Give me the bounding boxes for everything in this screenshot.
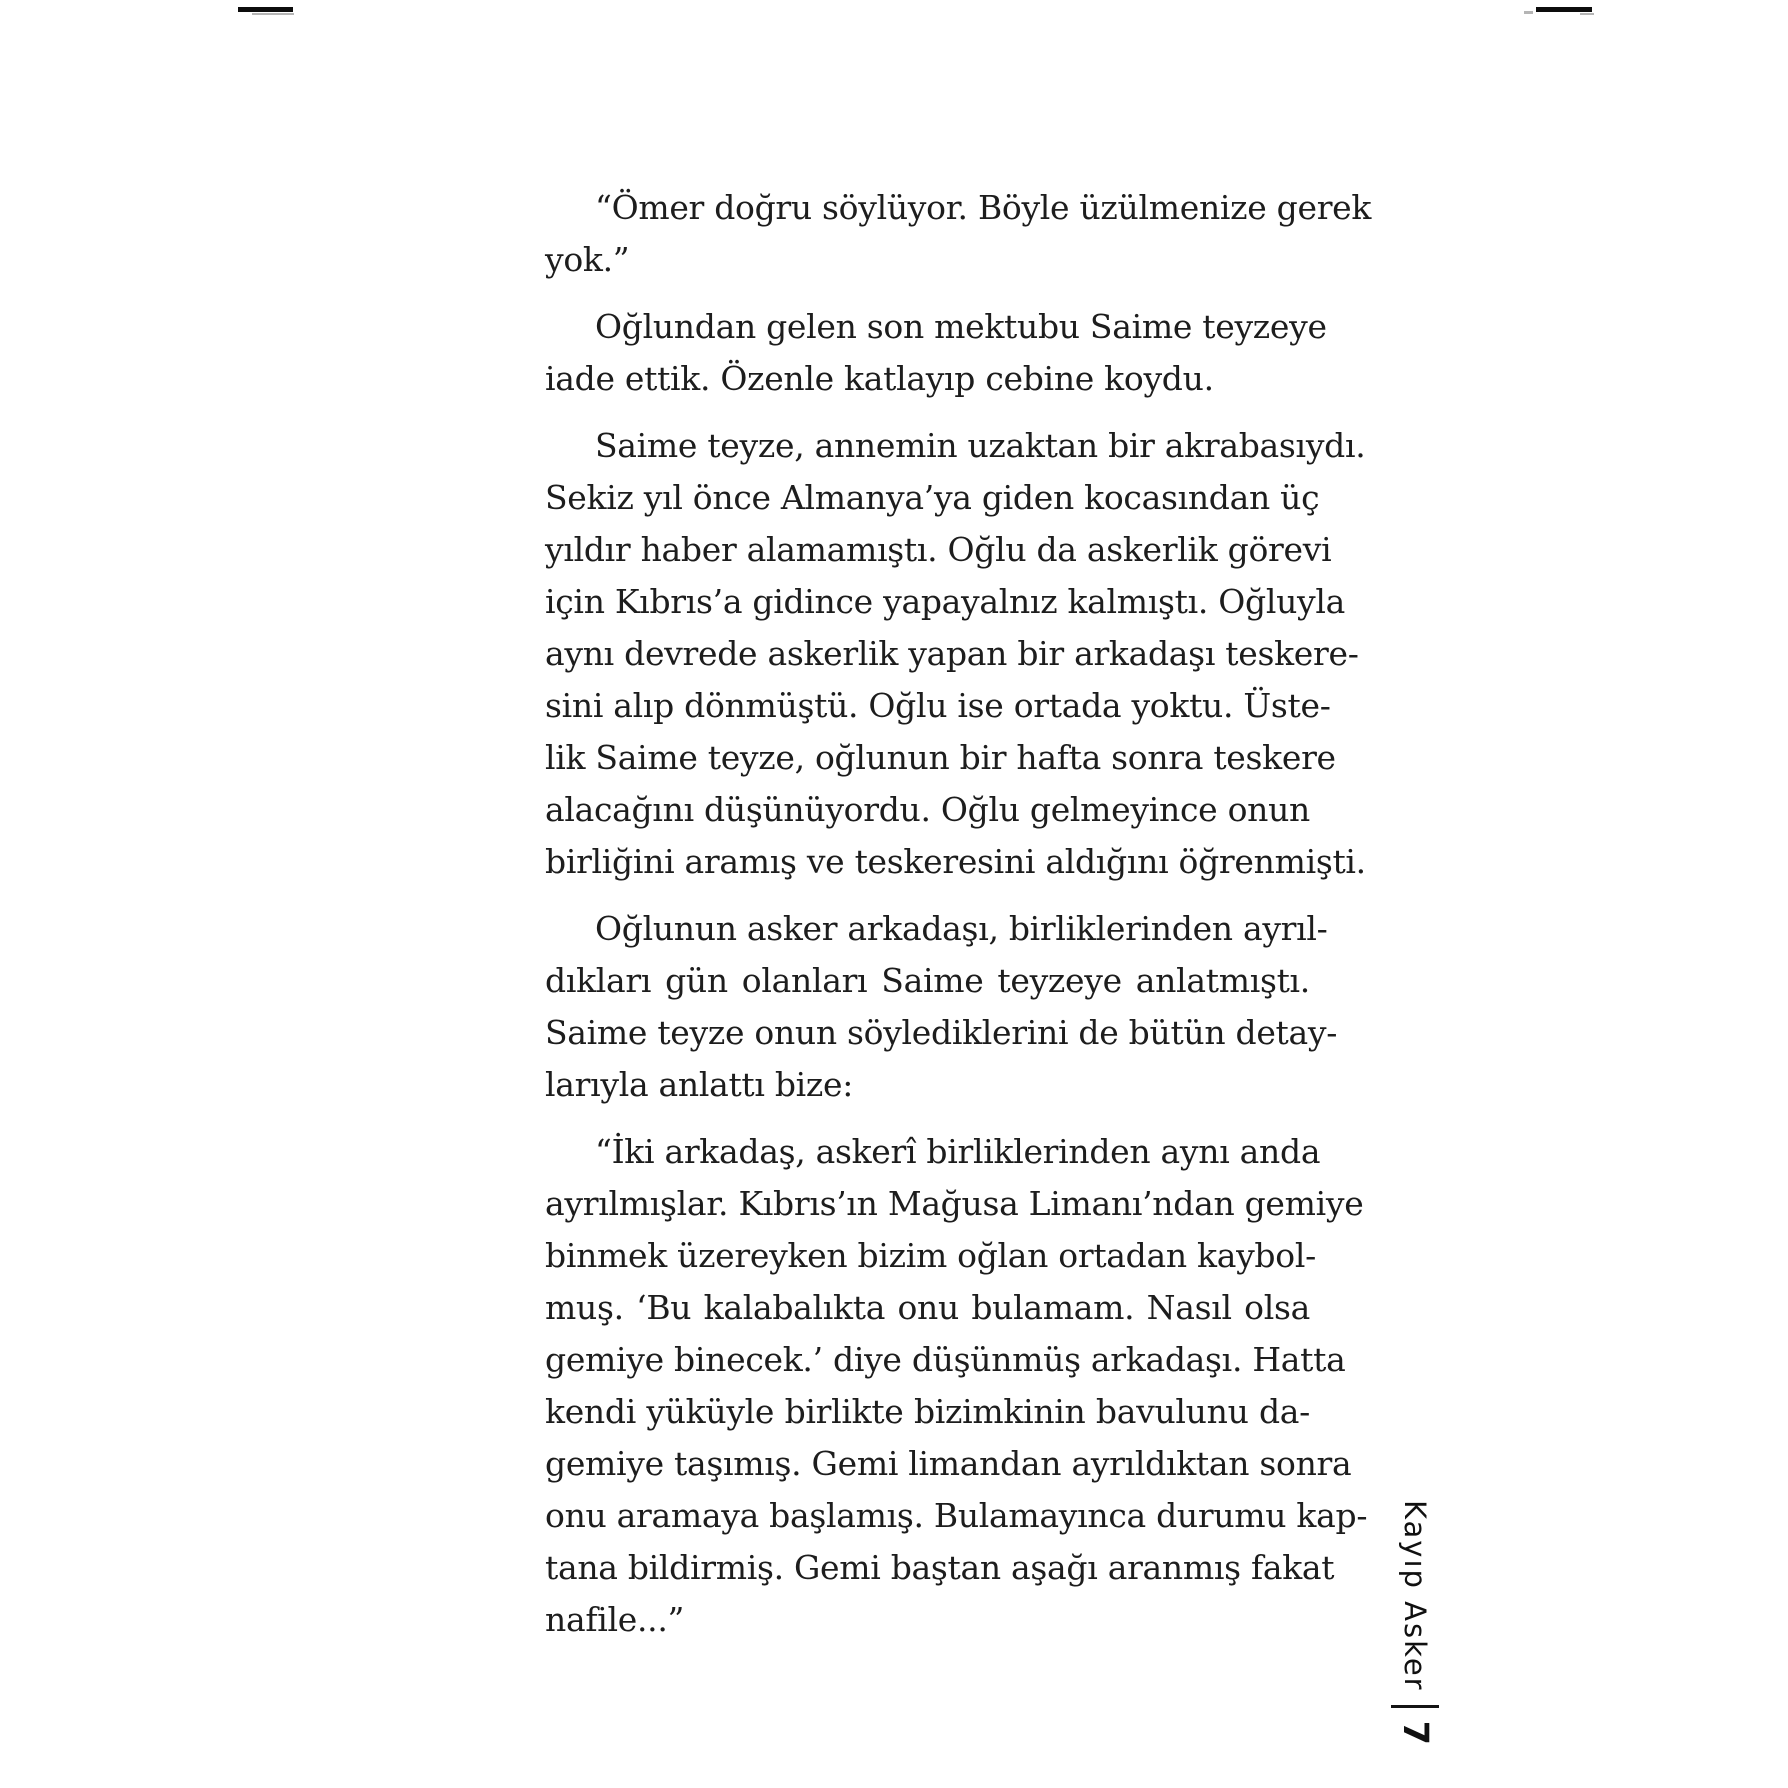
text-line: Oğlundan gelen son mektubu Saime teyzeye <box>595 307 1327 346</box>
text-line: binmek üzereyken bizim oğlan ortadan kaybol- <box>545 1236 1316 1275</box>
text-line: Oğlunun asker arkadaşı, birliklerinden ayrıl- <box>595 909 1328 948</box>
header-rule-fragment-right-speck <box>1524 11 1533 14</box>
text-line: gemiye binecek.’ diye düşünmüş arkadaşı. Hatta <box>545 1340 1346 1379</box>
book-title-vertical: Kayıp Asker <box>1398 1500 1432 1692</box>
text-line: onu aramaya başlamış. Bulamayınca durumu kap- <box>545 1496 1368 1535</box>
text-line: “İki arkadaş, askerî birliklerinden aynı anda <box>595 1132 1321 1171</box>
text-line: ayrılmışlar. Kıbrıs’ın Mağusa Limanı’ndan gemiye <box>545 1184 1364 1223</box>
text-line: aynı devrede askerlik yapan bir arkadaşı teskere- <box>545 634 1359 673</box>
paragraph <box>545 301 1327 405</box>
text-line: kendi yüküyle birlikte bizimkinin bavulunu da- <box>545 1392 1310 1431</box>
paragraph <box>545 420 1366 888</box>
text-line: Saime teyze, annemin uzaktan bir akrabasıydı. <box>595 426 1366 465</box>
text-line: Sekiz yıl önce Almanya’ya giden kocasından üç <box>545 478 1320 517</box>
text-line: birliğini aramış ve teskeresini aldığını öğrenmişti. <box>545 842 1366 881</box>
text-line: tana bildirmiş. Gemi baştan aşağı aranmış fakat <box>545 1548 1335 1587</box>
text-line: larıyla anlattı bize: <box>545 1065 854 1104</box>
header-rule-fragment-left-shadow <box>252 13 294 15</box>
text-line: gemiye taşımış. Gemi limandan ayrıldıktan sonra <box>545 1444 1352 1483</box>
paragraph <box>545 903 1338 1111</box>
text-block <box>545 182 1372 1646</box>
text-line: alacağını düşünüyordu. Oğlu gelmeyince onun <box>545 790 1310 829</box>
text-line: lik Saime teyze, oğlunun bir hafta sonra teskere <box>545 738 1336 777</box>
header-rule-fragment-right-shadow <box>1580 13 1594 15</box>
paragraph <box>545 1126 1368 1646</box>
text-line: sini alıp dönmüştü. Oğlu ise ortada yoktu. Üste- <box>545 686 1331 725</box>
text-line: dıkları gün olanları Saime teyzeye anlatmıştı. <box>545 961 1310 1000</box>
header-rule-fragment-right <box>1536 7 1592 12</box>
text-line: “Ömer doğru söylüyor. Böyle üzülmenize gerek <box>595 188 1372 227</box>
text-line: yok.” <box>545 240 630 279</box>
text-line: için Kıbrıs’a gidince yapayalnız kalmıştı. Oğluyla <box>545 582 1346 621</box>
header-rule-fragment-left <box>238 7 293 12</box>
running-title-caption <box>1390 1500 1440 1755</box>
text-line: nafile...” <box>545 1600 685 1639</box>
text-line: muş. ‘Bu kalabalıkta onu bulamam. Nasıl olsa <box>545 1288 1310 1327</box>
title-pagenumber-divider <box>1391 1705 1439 1708</box>
page-number: 7 <box>1395 1720 1435 1745</box>
text-line: Saime teyze onun söylediklerini de bütün detay- <box>545 1013 1338 1052</box>
paragraph <box>545 182 1372 286</box>
text-line: yıldır haber alamamıştı. Oğlu da askerlik görevi <box>545 530 1332 569</box>
text-line: iade ettik. Özenle katlayıp cebine koydu. <box>545 359 1214 398</box>
